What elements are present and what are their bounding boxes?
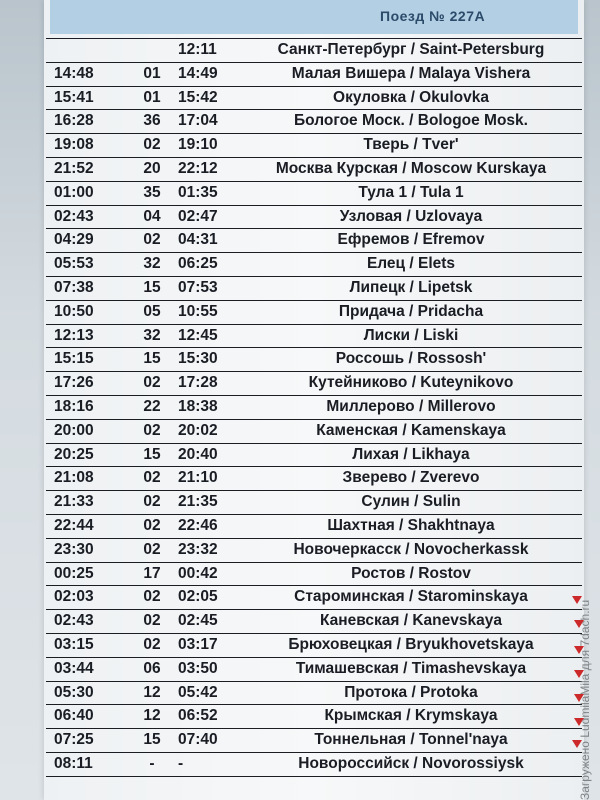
station-name: Протока / Protoka [344,683,478,701]
table-row [46,610,582,634]
stop-duration: 02 [143,635,161,653]
table-row [46,277,582,301]
stop-duration: 15 [143,350,161,368]
arrival-time: 02:43 [54,612,94,630]
stop-duration: 17 [143,564,161,582]
table-row [46,348,582,372]
table-row [46,467,582,491]
stop-duration: 02 [143,469,161,487]
station-name: Лихая / Likhaya [352,445,470,463]
stop-duration: 02 [143,421,161,439]
table-row [46,753,582,777]
arrival-time: 21:08 [54,469,94,487]
arrival-time: 19:08 [54,136,94,154]
table-row [46,420,582,444]
stop-duration: 12 [143,707,161,725]
stop-duration: 36 [143,112,161,130]
table-row [46,38,582,63]
table-row [46,396,582,420]
stop-duration: 06 [143,659,161,677]
red-marker-icon [574,620,584,628]
table-row [46,206,582,230]
train-title: Поезд № 227А [380,8,486,24]
red-marker-icon [574,670,584,678]
station-name: Окуловка / Okulovka [333,88,489,106]
stop-duration: 15 [143,445,161,463]
station-name: Староминская / Starominskaya [294,588,528,606]
red-marker-icon [572,596,582,604]
station-name: Тоннельная / Tonnel'naya [314,731,508,749]
station-name: Брюховецкая / Bryukhovetskaya [288,635,534,653]
departure-time: 01:35 [178,183,218,201]
arrival-time: 03:15 [54,635,94,653]
table-row [46,515,582,539]
departure-time: 14:49 [178,64,218,82]
departure-time: 22:12 [178,159,218,177]
station-name: Шахтная / Shakhtnaya [327,516,495,534]
arrival-time: 08:11 [54,754,93,772]
stop-duration: 02 [143,493,161,511]
departure-time: 12:11 [178,41,217,58]
table-row [46,229,582,253]
stop-duration: 04 [143,207,161,225]
stop-duration: 02 [143,374,161,392]
table-row [46,253,582,277]
arrival-time: 20:25 [54,445,94,463]
table-row [46,563,582,587]
red-marker-icon [572,740,582,748]
title-bar [50,0,578,34]
arrival-time: 22:44 [54,516,94,534]
departure-time: 10:55 [178,302,218,320]
red-marker-icon [574,718,584,726]
departure-time: 17:28 [178,374,218,392]
arrival-time: 03:44 [54,659,94,677]
arrival-time: 15:41 [54,88,94,106]
arrival-time: 21:52 [54,159,94,177]
stop-duration: 05 [143,302,161,320]
station-name: Елец / Elets [366,255,456,273]
departure-time: 15:30 [178,350,218,368]
departure-time: 02:45 [178,612,218,630]
arrival-time: 21:33 [54,493,94,511]
departure-time: 17:04 [178,112,218,130]
departure-time: 18:38 [178,397,218,415]
arrival-time: 06:40 [54,707,94,725]
station-name: Тула 1 / Tula 1 [358,183,464,201]
stop-duration: 32 [143,255,161,273]
table-row [46,444,582,468]
station-name: Придача / Pridacha [338,302,484,320]
arrival-time: 00:25 [54,564,94,582]
stop-duration: 15 [143,731,161,749]
station-name: Узловая / Uzlovaya [339,207,483,225]
departure-time: 23:32 [178,540,218,558]
table-row [46,372,582,396]
stop-duration: - [149,754,155,772]
table-row [46,539,582,563]
table-row [46,158,582,182]
departure-time: 07:53 [178,278,218,296]
station-name: Тимашевская / Timashevskaya [295,659,527,677]
arrival-time: 12:13 [54,326,94,344]
station-name: Тверь / Tver' [363,136,459,154]
stop-duration: 02 [143,588,161,606]
arrival-time: 05:30 [54,683,94,701]
stop-duration: 32 [143,326,161,344]
departure-time: 03:17 [178,635,218,653]
stop-duration: 22 [143,397,161,415]
arrival-time: 17:26 [54,374,94,392]
stop-duration: 12 [143,683,161,701]
table-row [46,682,582,706]
arrival-time: 07:25 [54,731,94,749]
red-marker-icon [574,646,584,654]
station-name: Ефремов / Efremov [337,231,485,249]
stop-duration: 35 [143,183,161,201]
arrival-time: 14:48 [54,64,94,82]
station-name: Сулин / Sulin [361,493,461,511]
table-row [46,134,582,158]
table-row [46,301,582,325]
table-row [46,491,582,515]
stop-duration: 02 [143,136,161,154]
stop-duration: 15 [143,278,161,296]
departure-time: 02:47 [178,207,218,225]
departure-time: - [178,754,184,772]
arrival-time: 05:53 [54,255,94,273]
stop-duration: 20 [143,159,161,177]
station-name: Крымская / Krymskaya [324,707,498,725]
arrival-time: 02:43 [54,207,94,225]
table-row [46,705,582,729]
red-marker-icon [574,694,584,702]
station-name: Ростов / Rostov [351,564,471,582]
station-name: Зверево / Zverevo [342,469,480,487]
arrival-time: 02:03 [54,588,94,606]
arrival-time: 15:15 [54,350,94,368]
stop-duration: 01 [143,64,161,82]
departure-time: 00:42 [178,564,218,582]
departure-time: 05:42 [178,683,218,701]
departure-time: 15:42 [178,88,218,106]
departure-time: 19:10 [178,136,218,154]
station-name: Санкт-Петербург / Saint-Petersburg [277,41,545,58]
departure-time: 03:50 [178,659,218,677]
arrival-time: 16:28 [54,112,94,130]
stop-duration: 02 [143,516,161,534]
table-row [46,182,582,206]
station-name: Миллерово / Millerovo [326,397,496,415]
station-name: Каменская / Kamenskaya [316,421,506,439]
arrival-time: 04:29 [54,231,94,249]
table-row [46,63,582,87]
station-name: Кутейниково / Kuteynikovo [308,374,514,392]
arrival-time: 10:50 [54,302,94,320]
stop-duration: 02 [143,612,161,630]
station-name: Лиски / Liski [363,326,459,344]
station-name: Каневская / Kanevskaya [320,612,502,630]
watermark-text: Загружено LudmilaMila для 7dach.ru [578,599,592,800]
arrival-time: 23:30 [54,540,94,558]
station-name: Россошь / Rossosh' [335,350,487,368]
departure-time: 06:25 [178,255,218,273]
departure-time: 06:52 [178,707,218,725]
departure-time: 12:45 [178,326,218,344]
table-row [46,586,582,610]
stop-duration: 02 [143,540,161,558]
table-row [46,87,582,111]
departure-time: 20:40 [178,445,218,463]
arrival-time: 01:00 [54,183,94,201]
table-row [46,729,582,753]
table-row [46,658,582,682]
departure-time: 21:35 [178,493,218,511]
arrival-time: 18:16 [54,397,94,415]
station-name: Малая Вишера / Malaya Vishera [291,64,531,82]
station-name: Липецк / Lipetsk [349,278,473,296]
station-name: Новочеркасск / Novocherkassk [293,540,529,558]
station-name: Бологое Моск. / Bologoe Mosk. [294,112,528,130]
table-row [46,634,582,658]
departure-time: 20:02 [178,421,218,439]
arrival-time: 20:00 [54,421,94,439]
departure-time: 02:05 [178,588,218,606]
timetable [46,38,582,777]
table-row [46,110,582,134]
departure-time: 22:46 [178,516,218,534]
arrival-time: 07:38 [54,278,94,296]
departure-time: 07:40 [178,731,218,749]
departure-time: 21:10 [178,469,218,487]
stop-duration: 01 [143,88,161,106]
stop-duration: 02 [143,231,161,249]
table-row [46,325,582,349]
departure-time: 04:31 [178,231,218,249]
station-name: Новороссийск / Novorossiysk [298,754,524,772]
station-name: Москва Курская / Moscow Kurskaya [275,159,547,177]
